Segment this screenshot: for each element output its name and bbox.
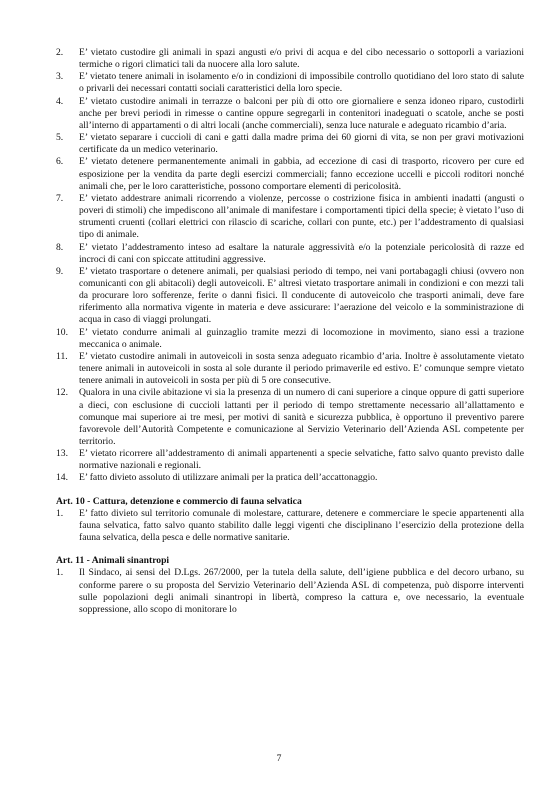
list-item [56,132,524,156]
list-item [56,266,524,327]
list-item [56,71,524,95]
item-number: 14. [56,472,68,484]
item-text: E’ vietato ricorrere all’addestramento di animali appartenenti a specie selvatiche, fatto salvo quanto previsto dalle normative nazionali e regionali. [79,448,524,472]
item-number: 1. [56,507,64,519]
list-item [56,472,524,484]
item-number: 2. [56,47,64,58]
list-item [56,351,524,387]
item-text: E’ vietato tenere animali in isolamento e/o in condizioni di impossibile controllo quotidiano del loro stato di salute o privarli dei necessari contatti sociali caratteristici della loro specie. [79,71,524,95]
list-item [56,47,524,71]
item-text: E’ vietato separare i cuccioli di cani e gatti dalla madre prima dei 60 giorni di vita, se non per gravi motivazioni certificate da un medico veterinario. [79,132,524,156]
article-9-list [56,47,524,485]
list-item [56,567,524,616]
item-text: Qualora in una civile abitazione vi sia la presenza di un numero di cani superiore a cinque oppure di gatti superiore a dieci, con esclusione di cuccioli lattanti per il periodo di tempo strettamente necessario all’allattamento e comunque mai superiore ai tre mesi, per motivi di sanità e sicurezza pubblica, è opportuno il preventivo parere favorevole dell’Autorità Competente e comunicazione al Servizio Veterinario dell’Azienda ASL competente per territorio. [79,387,524,447]
list-item [56,508,524,544]
item-text: Il Sindaco, ai sensi del D.Lgs. 267/2000, per la tutela della salute, dell’igiene pubblica e del decoro urbano, su conforme parere o su proposta del Servizio Veterinario dell’Azienda ASL di competenza, può disporre interventi sulle popolazioni degli animali sinantropi in libertà, compreso la cattura e, ove necessario, la eventuale soppressione, allo scopo di monitorare lo [79,567,524,615]
item-text: E’ fatto divieto assoluto di utilizzare animali per la pratica dell’accattonaggio. [79,472,378,484]
list-item [56,327,524,351]
item-text: E’ vietato l’addestramento inteso ad esaltare la naturale aggressività e/o la potenziale pericolosità di razze ed incroci di cani con spiccate attitudini aggressive. [79,241,524,265]
item-number: 6. [56,156,64,168]
list-item [56,96,524,132]
item-number: 3. [56,71,64,83]
list-item [56,242,524,266]
list-item [56,387,524,448]
item-text: E’ vietato trasportare o detenere animali, per qualsiasi periodo di tempo, nei vani portabagagli chiusi (ovvero non comunicanti con gli abitacoli) degli autoveicoli. E’ altresì vietato trasportare animali in condizioni e con mezzi tali da procurare loro sofferenze, ferite o danni fisici. Il conducente di autoveicolo che trasporti animali, deve fare riferimento alla normativa vigente in materia e deve assicurare: l’aerazione del veicolo e la somministrazione di acqua in caso di viaggi prolungati. [79,265,524,326]
article-10-heading: Art. 10 - Cattura, detenzione e commercio di fauna selvatica [56,495,302,507]
item-number: 11. [56,350,68,362]
item-number: 4. [56,95,64,107]
article-11-list [56,567,524,616]
item-number: 10. [56,326,68,338]
item-text: E’ vietato addestrare animali ricorrendo a violenze, percosse o costrizione fisica in ambienti inadatti (angusti o poveri di stimoli) che impediscono all’animale di manifestare i comportamenti tipici della specie; è vietato l’uso di strumenti cruenti (collari elettrici con rilascio di scariche, collari con punte, etc.) per l’addestramento di qualsiasi tipo di animale. [79,192,524,241]
item-text: E’ vietato condurre animali al guinzaglio tramite mezzi di locomozione in movimento, siano essi a trazione meccanica o animale. [79,326,524,350]
item-text: E’ vietato detenere permanentemente animali in gabbia, ad eccezione di casi di trasporto, ricovero per cure ed esposizione per la vendita da parte degli esercizi commerciali; fanno eccezione uccelli e piccoli roditori nonché animali che, per le loro caratteristiche, possono comportare elementi di pericolosità. [79,156,524,192]
document-body [56,47,524,616]
item-text: E’ fatto divieto sul territorio comunale di molestare, catturare, detenere e commerciare le specie appartenenti alla fauna selvatica, fatto salvo quanto stabilito dalle leggi vigenti che disciplinano l’esercizio della protezione della fauna selvatica, della pesca e delle normative sanitarie. [79,507,524,544]
item-text: E’ vietato custodire animali in terrazze o balconi per più di otto ore giornaliere e senza idoneo riparo, custodirli anche per brevi periodi in rimesse o cantine oppure segregarli in contenitori inadeguati o scatole, anche se posti all’interno di appartamenti o di altri locali (anche commerciali), senza luce naturale e adeguato ricambio d’aria. [79,95,524,131]
item-text: E’ vietato custodire gli animali in spazi angusti e/o privi di acqua e del cibo necessario o sottoporli a variazioni termiche o rigori climatici tali da nuocere alla loro salute. [79,47,524,71]
item-number: 8. [56,241,64,253]
item-number: 12. [56,387,68,399]
page-number: 7 [276,753,282,764]
item-number: 13. [56,448,68,460]
article-10-list [56,508,524,544]
item-number: 1. [56,567,64,579]
article-11-heading: Art. 11 - Animali sinantropi [56,555,170,567]
item-number: 5. [56,132,64,144]
item-number: 7. [56,192,64,204]
list-item [56,448,524,472]
list-item [56,193,524,242]
list-item [56,156,524,192]
item-number: 9. [56,265,64,277]
item-text: E’ vietato custodire animali in autoveicoli in sosta senza adeguato ricambio d’aria. Inoltre è assolutamente vietato tenere animali in autoveicoli in sosta al sole durante il periodo primaverile ed estivo. E’ comunque sempre vietato tenere animali in autoveicoli in sosta per più di 5 ore consecutive. [79,350,524,387]
